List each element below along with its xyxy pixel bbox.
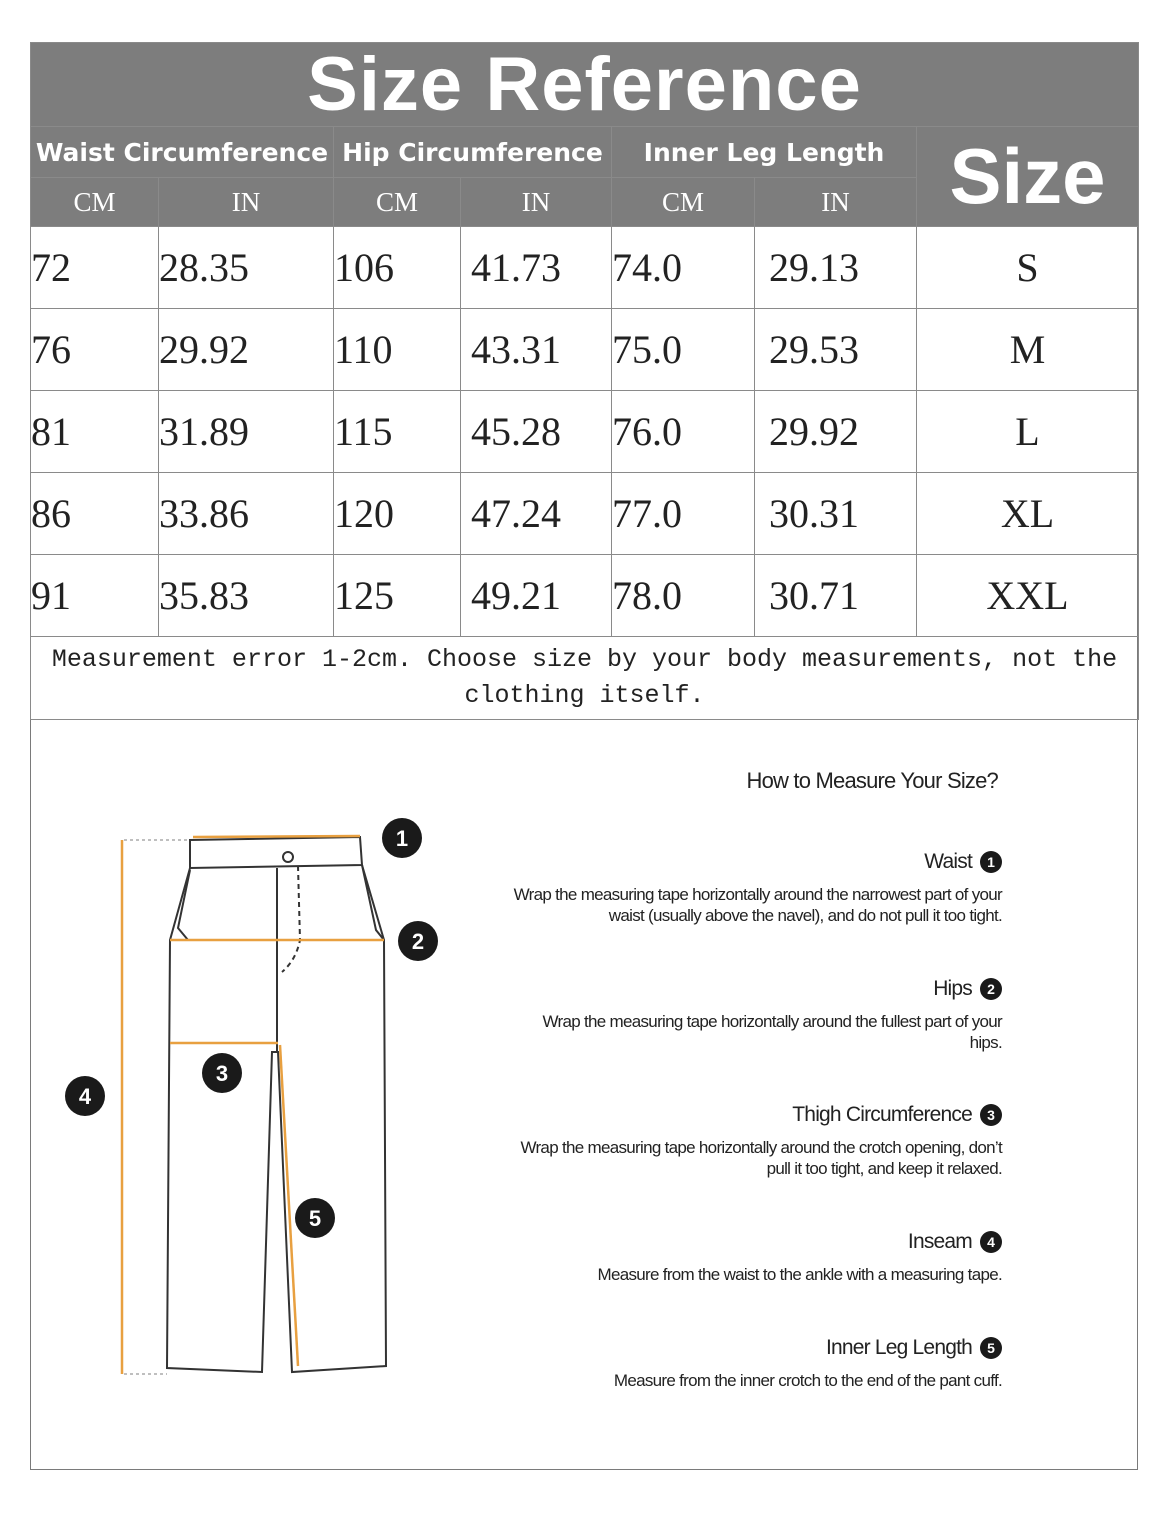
table-cell: 115 <box>334 391 461 473</box>
table-cell: 29.92 <box>755 391 917 473</box>
guide-item-desc: Wrap the measuring tape horizontally around the crotch opening, don’t pull it too tight, and keep it relaxed. <box>520 1138 1002 1178</box>
table-row <box>31 391 1139 473</box>
table-cell: 41.73 <box>461 227 612 309</box>
group-header-row <box>31 127 1139 178</box>
table-cell: 47.24 <box>461 473 612 555</box>
note-row <box>31 637 1139 720</box>
table-cell: 35.83 <box>159 555 334 637</box>
waist-header: Waist Circumference <box>31 127 334 178</box>
badge-4 <box>65 1076 105 1116</box>
table-row <box>31 227 1139 309</box>
table-cell: 120 <box>334 473 461 555</box>
badge-label: 4 <box>78 1084 92 1109</box>
measurement-note: Measurement error 1-2cm. Choose size by your body measurements, not the clothing itself. <box>31 637 1139 720</box>
table-cell: 110 <box>334 309 461 391</box>
guide-item-inner-leg <box>614 1336 1002 1391</box>
guide-title: How to Measure Your Size? <box>746 768 998 793</box>
guide-item-hips <box>522 977 1002 1053</box>
size-cell: XL <box>917 473 1139 555</box>
table-cell: 29.13 <box>755 227 917 309</box>
inner-leg-header: Inner Leg Length <box>612 127 917 178</box>
badge-label: 3 <box>215 1061 229 1086</box>
guide-item-desc: Wrap the measuring tape horizontally around the narrowest part of your waist (usually above the navel), and do not pull it too tight. <box>513 885 1002 925</box>
measure-lines <box>122 836 384 1374</box>
badge-1 <box>382 818 422 858</box>
table-title: Size Reference <box>31 43 1139 127</box>
guide-item-name: Thigh Circumference <box>792 1103 972 1126</box>
unit-cell: CM <box>334 178 461 227</box>
table-cell: 29.92 <box>159 309 334 391</box>
number-badge: 2 <box>980 978 1002 1000</box>
table-cell: 81 <box>31 391 159 473</box>
table-cell: 45.28 <box>461 391 612 473</box>
table-cell: 125 <box>334 555 461 637</box>
number-badge: 1 <box>980 851 1002 873</box>
pants-outline <box>167 837 386 1372</box>
table-cell: 72 <box>31 227 159 309</box>
table-cell: 33.86 <box>159 473 334 555</box>
guide-item-desc: Measure from the waist to the ankle with a measuring tape. <box>597 1265 1002 1284</box>
size-header: Size <box>917 127 1139 227</box>
number-badge: 5 <box>980 1337 1002 1359</box>
table-cell: 74.0 <box>612 227 755 309</box>
guide-item-name: Hips <box>933 977 972 1000</box>
guide-item-thigh <box>502 1103 1002 1179</box>
guide-item-name: Inner Leg Length <box>825 1336 972 1359</box>
unit-cell: IN <box>755 178 917 227</box>
table-cell: 31.89 <box>159 391 334 473</box>
number-badge: 3 <box>980 1104 1002 1126</box>
table-cell: 86 <box>31 473 159 555</box>
size-cell: L <box>917 391 1139 473</box>
size-cell: XXL <box>917 555 1139 637</box>
unit-cell: CM <box>31 178 159 227</box>
unit-cell: CM <box>612 178 755 227</box>
table-cell: 43.31 <box>461 309 612 391</box>
badge-label: 2 <box>411 929 425 954</box>
badge-label: 5 <box>308 1206 322 1231</box>
table-cell: 30.31 <box>755 473 917 555</box>
table-row <box>31 309 1139 391</box>
guide-item-name: Inseam <box>907 1230 972 1253</box>
size-table <box>30 42 1139 720</box>
table-cell: 75.0 <box>612 309 755 391</box>
badge-5 <box>295 1198 335 1238</box>
badge-2 <box>398 921 438 961</box>
badge-label: 1 <box>395 826 409 851</box>
hip-header: Hip Circumference <box>334 127 612 178</box>
size-cell: M <box>917 309 1139 391</box>
size-cell: S <box>917 227 1139 309</box>
table-cell: 78.0 <box>612 555 755 637</box>
table-cell: 29.53 <box>755 309 917 391</box>
table-cell: 30.71 <box>755 555 917 637</box>
guide-item-desc: Wrap the measuring tape horizontally around the fullest part of your hips. <box>542 1012 1002 1052</box>
table-cell: 77.0 <box>612 473 755 555</box>
number-badge: 4 <box>980 1231 1002 1253</box>
table-cell: 76.0 <box>612 391 755 473</box>
pants-diagram <box>50 800 450 1400</box>
table-cell: 106 <box>334 227 461 309</box>
unit-cell: IN <box>159 178 334 227</box>
guide-item-inseam <box>598 1230 1002 1285</box>
table-cell: 91 <box>31 555 159 637</box>
title-row <box>31 43 1139 127</box>
badge-3 <box>202 1053 242 1093</box>
guide-item-desc: Measure from the inner crotch to the end of the pant cuff. <box>613 1371 1002 1390</box>
table-row <box>31 555 1139 637</box>
table-cell: 76 <box>31 309 159 391</box>
guide-item-waist <box>482 850 1002 926</box>
table-row <box>31 473 1139 555</box>
table-cell: 49.21 <box>461 555 612 637</box>
table-cell: 28.35 <box>159 227 334 309</box>
guide-item-name: Waist <box>924 850 972 873</box>
unit-cell: IN <box>461 178 612 227</box>
